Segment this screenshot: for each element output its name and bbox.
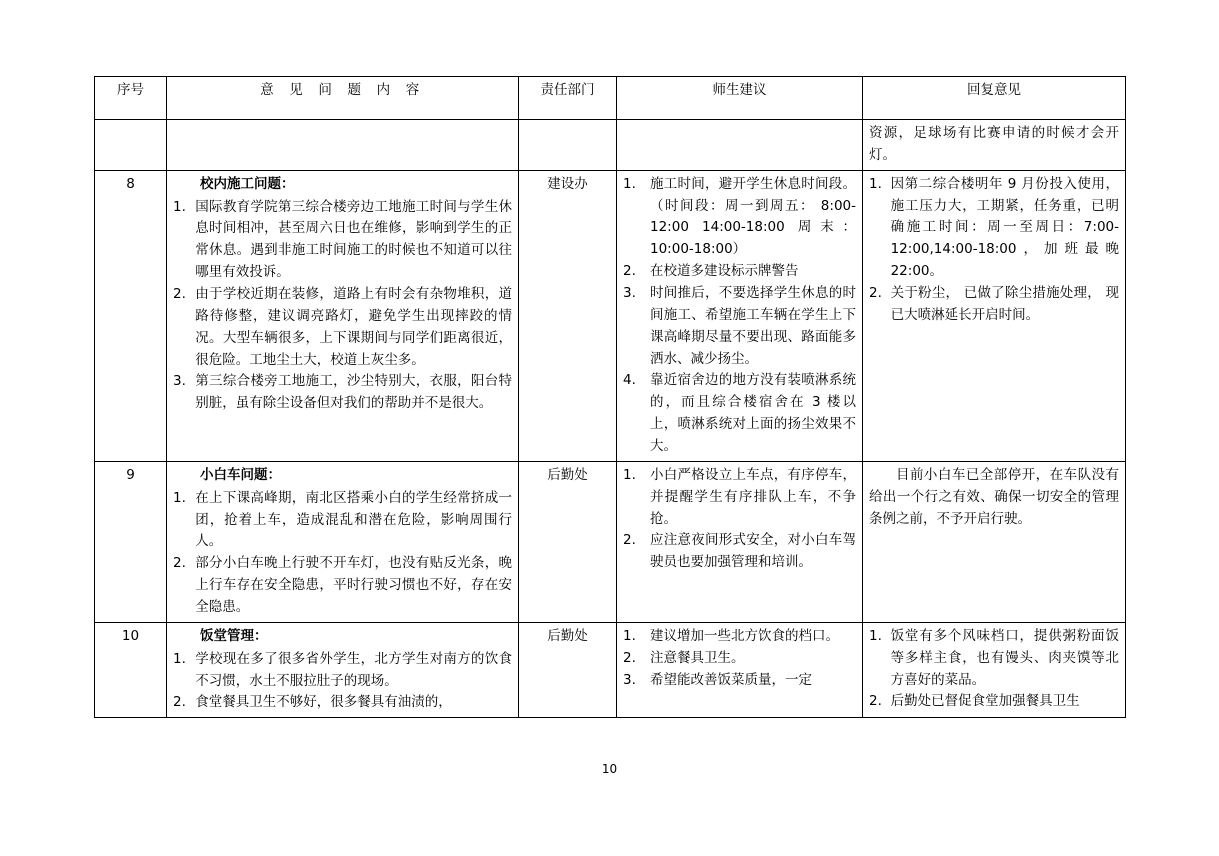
list-text: 小白严格设立上车点，有序停车，并提醒学生有序排队上车，不争抢。 (650, 466, 856, 527)
header-suggestion: 师生建议 (617, 77, 863, 120)
cell-seq: 10 (95, 622, 167, 717)
cell-content (167, 120, 519, 171)
cell-suggestion (617, 461, 863, 622)
list-number: 2. (623, 263, 636, 280)
content-title: 校内施工问题： (200, 175, 295, 192)
table-header (95, 77, 1126, 120)
list-item (173, 553, 512, 619)
list-item (623, 626, 856, 648)
cell-dept (519, 120, 617, 171)
table-row (95, 461, 1126, 622)
list-number: 2. (173, 555, 186, 572)
list-number: 3. (623, 671, 636, 688)
list-number: 4. (623, 372, 636, 389)
list-text: 因第二综合楼明年 9 月份投入使用，施工压力大，工期紧，任务重，已明确施工时间：周一至周日：7:00-12:00,14:00-18:00，加班最晚22:00。 (890, 175, 1119, 280)
cell-dept: 建设办 (519, 170, 617, 461)
reply-list (869, 626, 1119, 713)
list-text: 部分小白车晚上行驶不开车灯，也没有贴反光条，晚上行车存在安全隐患，平时行驶习惯也不好，存在安全隐患。 (195, 555, 512, 616)
cell-reply (863, 170, 1126, 461)
cell-suggestion (617, 120, 863, 171)
list-item (623, 370, 856, 457)
list-number: 1. (623, 175, 636, 192)
list-text: 国际教育学院第三综合楼旁边工地施工时间与学生休息时间相冲，甚至周六日也在维修，影响到学生的正常休息。遇到非施工时间施工的时候也不知道可以往哪里有效投诉。 (195, 198, 512, 281)
list-item (869, 626, 1119, 692)
list-text: 由于学校近期在装修，道路上有时会有杂物堆积，道路待修整，建议调亮路灯，避免学生出现摔跤的情况。大型车辆很多，上下课期间与同学们距离很近，很危险。工地尘土大，校道上灰尘多。 (195, 286, 512, 368)
cell-content (167, 461, 519, 622)
header-dept: 责任部门 (519, 77, 617, 120)
list-item (623, 465, 856, 531)
list-number: 2. (173, 286, 186, 303)
list-text: 在校道多建设标示牌警告 (650, 263, 799, 280)
list-number: 1. (869, 175, 882, 192)
list-text: 关于粉尘， 已做了除尘措施处理， 现已大喷淋延长开启时间。 (890, 285, 1119, 323)
feedback-table (94, 76, 1126, 718)
table-header-row (95, 77, 1126, 120)
list-text: 第三综合楼旁工地施工，沙尘特别大，衣服，阳台特别脏，虽有除尘设备但对我们的帮助并不是很大。 (195, 373, 512, 412)
list-number: 2. (623, 649, 636, 666)
table-row (95, 622, 1126, 717)
list-text: 注意餐具卫生。 (650, 649, 745, 666)
list-text: 靠近宿舍边的地方没有装喷淋系统的，而且综合楼宿舍在 3 楼以上，喷淋系统对上面的扬尘效果不大。 (650, 372, 856, 455)
list-text: 后勤处已督促食堂加强餐具卫生 (890, 693, 1080, 710)
list-text: 学校现在多了很多省外学生，北方学生对南方的饮食不习惯，水土不服拉肚子的现场。 (195, 650, 512, 689)
list-number: 2. (869, 693, 882, 710)
table-body (95, 120, 1126, 718)
list-item (173, 371, 512, 415)
cell-content (167, 170, 519, 461)
cell-reply: 目前小白车已全部停开，在车队没有给出一个行之有效、确保一切安全的管理条例之前，不予开启行驶。 (863, 461, 1126, 622)
list-number: 2. (869, 285, 882, 302)
table-row (95, 120, 1126, 171)
cell-seq (95, 120, 167, 171)
list-number: 1. (623, 466, 636, 483)
list-item (869, 691, 1119, 713)
list-number: 1. (173, 650, 186, 667)
list-text: 施工时间，避开学生休息时间段。（时间段：周一到周五： 8:00-12:00 14:00-18:00 周末： 10:00-18:00） (650, 175, 856, 258)
list-text: 食堂餐具卫生不够好，很多餐具有油渍的， (195, 694, 452, 711)
list-item (623, 283, 856, 370)
suggestion-list (623, 465, 856, 574)
list-item (173, 488, 512, 554)
list-text: 时间推后，不要选择学生休息的时间施工、希望施工车辆在学生上下课高峰期尽量不要出现、路面能多洒水、减少扬尘。 (650, 285, 856, 367)
list-item (623, 648, 856, 670)
list-text: 在上下课高峰期，南北区搭乘小白的学生经常挤成一团，抢着上车，造成混乱和潜在危险，影响周围行人。 (195, 489, 512, 550)
content-title: 饭堂管理： (200, 627, 268, 644)
suggestion-list (623, 174, 856, 458)
list-item (173, 284, 512, 371)
list-number: 2. (623, 532, 636, 549)
list-number: 3. (623, 285, 636, 302)
header-seq: 序号 (95, 77, 167, 120)
cell-seq: 9 (95, 461, 167, 622)
cell-suggestion (617, 170, 863, 461)
list-number: 1. (173, 489, 186, 506)
list-item (173, 649, 512, 693)
cell-content (167, 622, 519, 717)
page-number: 10 (601, 762, 618, 776)
list-text: 应注意夜间形式安全，对小白车驾驶员也要加强管理和培训。 (650, 532, 856, 571)
cell-dept: 后勤处 (519, 622, 617, 717)
reply-list (869, 174, 1119, 327)
list-item (173, 692, 512, 714)
cell-dept: 后勤处 (519, 461, 617, 622)
content-list (173, 197, 512, 416)
list-item (623, 261, 856, 283)
cell-suggestion (617, 622, 863, 717)
list-text: 建议增加一些北方饮食的档口。 (650, 627, 839, 644)
list-number: 1. (173, 198, 186, 215)
content-list (173, 649, 512, 715)
list-text: 饭堂有多个风味档口，提供粥粉面饭等多样主食，也有馒头、肉夹馍等北方喜好的菜品。 (890, 627, 1119, 688)
cell-reply (863, 622, 1126, 717)
header-content: 意 见 问 题 内 容 (167, 77, 519, 120)
list-item (869, 283, 1119, 327)
list-item (623, 530, 856, 574)
list-item (623, 174, 856, 261)
list-number: 1. (869, 627, 882, 644)
list-number: 2. (173, 694, 186, 711)
suggestion-list (623, 626, 856, 692)
list-item (173, 197, 512, 284)
table-row (95, 170, 1126, 461)
list-number: 1. (623, 627, 636, 644)
list-number: 3. (173, 373, 186, 390)
header-reply: 回复意见 (863, 77, 1126, 120)
cell-reply: 资源，足球场有比赛申请的时候才会开灯。 (863, 120, 1126, 171)
list-text: 希望能改善饭菜质量，一定 (650, 671, 812, 688)
list-item (869, 174, 1119, 283)
content-title: 小白车问题： (200, 466, 281, 483)
list-item (623, 670, 856, 692)
content-list (173, 488, 512, 619)
cell-seq: 8 (95, 170, 167, 461)
